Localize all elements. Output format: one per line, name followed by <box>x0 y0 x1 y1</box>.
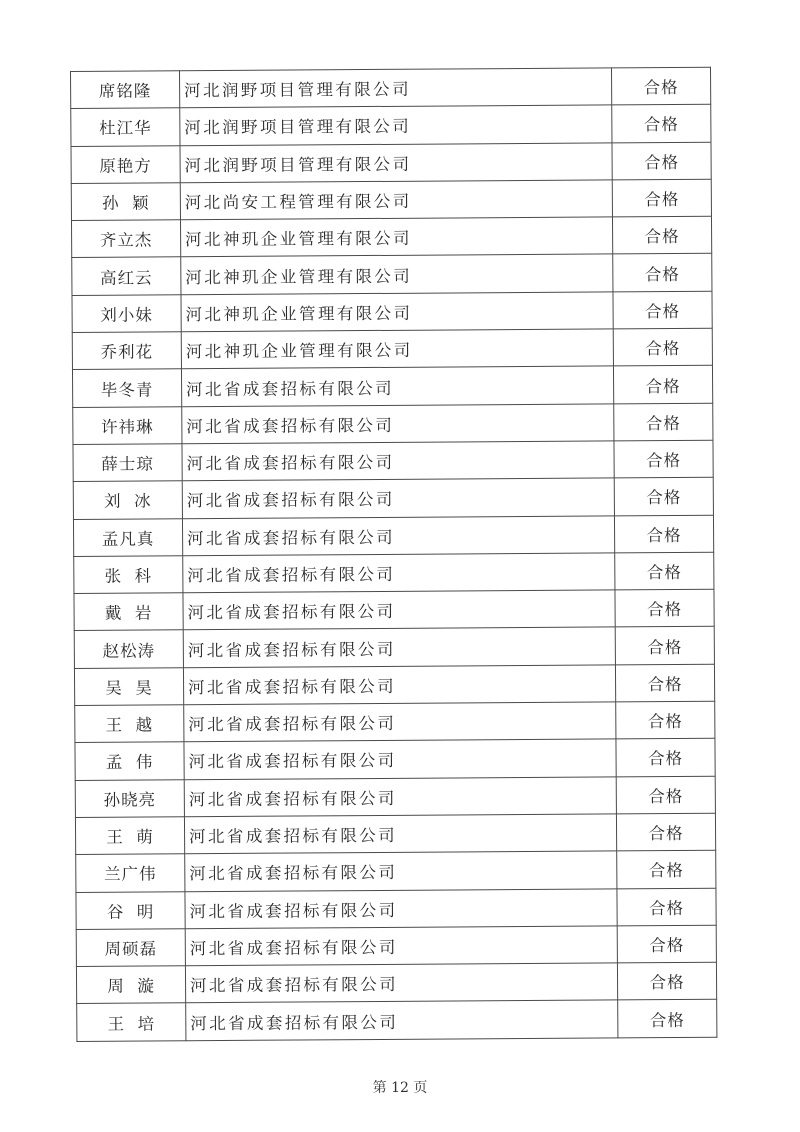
result-status-cell: 合格 <box>614 440 713 478</box>
person-name-cell: 原艳方 <box>71 145 180 183</box>
result-status-cell: 合格 <box>617 888 716 926</box>
person-name-cell: 周硕磊 <box>76 929 185 967</box>
table-row <box>71 216 711 258</box>
company-name-cell: 河北神玑企业管理有限公司 <box>181 329 613 369</box>
person-name-cell: 王 培 <box>77 1003 186 1041</box>
person-name-cell: 刘 冰 <box>73 481 182 519</box>
result-status-cell: 合格 <box>615 664 714 702</box>
person-name-cell: 王 越 <box>75 705 184 743</box>
person-name-cell: 张 科 <box>74 556 183 594</box>
company-name-cell: 河北省成套招标有限公司 <box>184 814 616 854</box>
result-status-cell: 合格 <box>616 813 715 851</box>
company-name-cell: 河北省成套招标有限公司 <box>186 1000 618 1040</box>
company-name-cell: 河北省成套招标有限公司 <box>184 777 616 817</box>
company-name-cell: 河北省成套招标有限公司 <box>184 702 616 742</box>
result-status-cell: 合格 <box>618 1000 717 1038</box>
person-name-cell: 刘小妹 <box>72 295 181 333</box>
result-status-cell: 合格 <box>613 291 712 329</box>
company-name-cell: 河北省成套招标有限公司 <box>181 366 613 406</box>
company-name-cell: 河北省成套招标有限公司 <box>183 627 615 667</box>
result-status-cell: 合格 <box>614 515 713 553</box>
table-row <box>75 739 715 781</box>
page-number: 第 12 页 <box>372 1080 428 1096</box>
person-name-cell: 赵松涛 <box>74 630 183 668</box>
result-status-cell: 合格 <box>616 701 715 739</box>
table-row <box>72 366 712 408</box>
table-row <box>71 67 711 109</box>
company-name-cell: 河北省成套招标有限公司 <box>185 926 617 966</box>
table-row <box>72 254 712 296</box>
person-name-cell: 席铭隆 <box>71 71 180 109</box>
table-row <box>74 627 714 669</box>
person-name-cell: 许祎琳 <box>73 406 182 444</box>
person-name-cell: 高红云 <box>72 257 181 295</box>
company-name-cell: 河北神玑企业管理有限公司 <box>181 254 613 294</box>
person-name-cell: 齐立杰 <box>71 220 180 258</box>
table-row <box>73 403 713 445</box>
company-name-cell: 河北省成套招标有限公司 <box>183 590 615 630</box>
table-row <box>77 1000 717 1042</box>
result-status-cell: 合格 <box>615 627 714 665</box>
person-name-cell: 兰广伟 <box>76 854 185 892</box>
result-status-cell: 合格 <box>613 366 712 404</box>
person-name-cell: 孙 颖 <box>71 183 180 221</box>
person-name-cell: 杜江华 <box>71 108 180 146</box>
table-row <box>74 552 714 594</box>
table-row <box>71 179 711 221</box>
table-row <box>74 664 714 706</box>
person-name-cell: 周 漩 <box>76 966 185 1004</box>
person-name-cell: 乔利花 <box>72 332 181 370</box>
company-name-cell: 河北省成套招标有限公司 <box>182 515 614 555</box>
company-name-cell: 河北省成套招标有限公司 <box>182 441 614 481</box>
result-status-cell: 合格 <box>612 105 711 143</box>
company-name-cell: 河北省成套招标有限公司 <box>183 665 615 705</box>
results-table <box>70 67 717 1042</box>
result-status-cell: 合格 <box>615 589 714 627</box>
result-status-cell: 合格 <box>614 478 713 516</box>
table-row <box>76 850 716 892</box>
result-status-cell: 合格 <box>611 67 710 105</box>
company-name-cell: 河北省成套招标有限公司 <box>182 478 614 518</box>
result-status-cell: 合格 <box>613 328 712 366</box>
result-status-cell: 合格 <box>617 925 716 963</box>
company-name-cell: 河北省成套招标有限公司 <box>185 888 617 928</box>
table-row <box>75 776 715 818</box>
result-status-cell: 合格 <box>616 739 715 777</box>
result-status-cell: 合格 <box>613 254 712 292</box>
table-row <box>74 589 714 631</box>
table-row <box>76 962 716 1004</box>
result-status-cell: 合格 <box>617 962 716 1000</box>
table-row <box>75 701 715 743</box>
person-name-cell: 王 萌 <box>75 817 184 855</box>
person-name-cell: 吴 昊 <box>74 668 183 706</box>
result-status-cell: 合格 <box>612 142 711 180</box>
company-name-cell: 河北省成套招标有限公司 <box>185 963 617 1003</box>
company-name-cell: 河北神玑企业管理有限公司 <box>181 292 613 332</box>
company-name-cell: 河北神玑企业管理有限公司 <box>180 217 612 257</box>
table-row <box>73 440 713 482</box>
company-name-cell: 河北省成套招标有限公司 <box>184 739 616 779</box>
person-name-cell: 薛士琼 <box>73 444 182 482</box>
results-table-body <box>71 67 717 1041</box>
table-row <box>72 291 712 333</box>
result-status-cell: 合格 <box>617 850 716 888</box>
company-name-cell: 河北省成套招标有限公司 <box>185 851 617 891</box>
person-name-cell: 毕冬青 <box>72 369 181 407</box>
result-status-cell: 合格 <box>614 403 713 441</box>
table-row <box>76 888 716 930</box>
result-status-cell: 合格 <box>615 552 714 590</box>
table-row <box>71 142 711 184</box>
table-row <box>73 515 713 557</box>
person-name-cell: 孟凡真 <box>73 518 182 556</box>
table-row <box>71 105 711 147</box>
table-row <box>76 925 716 967</box>
person-name-cell: 戴 岩 <box>74 593 183 631</box>
person-name-cell: 谷 明 <box>76 891 185 929</box>
person-name-cell: 孙晓亮 <box>75 779 184 817</box>
result-status-cell: 合格 <box>612 179 711 217</box>
result-status-cell: 合格 <box>612 216 711 254</box>
company-name-cell: 河北润野项目管理有限公司 <box>180 143 612 183</box>
table-row <box>72 328 712 370</box>
table-row <box>75 813 715 855</box>
table-row <box>73 478 713 520</box>
result-status-cell: 合格 <box>616 776 715 814</box>
person-name-cell: 孟 伟 <box>75 742 184 780</box>
company-name-cell: 河北省成套招标有限公司 <box>183 553 615 593</box>
company-name-cell: 河北润野项目管理有限公司 <box>180 68 612 108</box>
company-name-cell: 河北润野项目管理有限公司 <box>180 105 612 145</box>
company-name-cell: 河北省成套招标有限公司 <box>182 404 614 444</box>
company-name-cell: 河北尚安工程管理有限公司 <box>180 180 612 220</box>
